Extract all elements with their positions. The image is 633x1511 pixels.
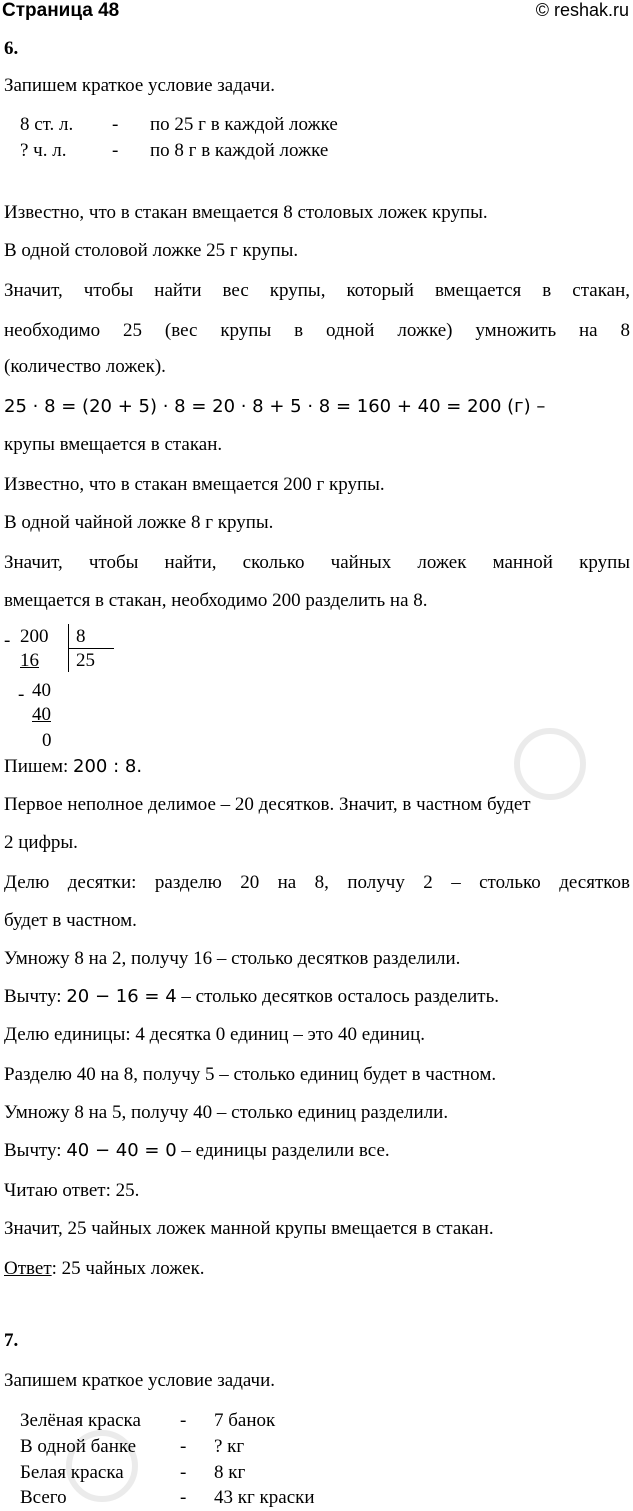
cond-dash: - [112,114,119,135]
cond-left: Белая краска [20,1462,124,1483]
step: Умножу 8 на 5, получу 40 – столько единиц разделили. [4,1102,449,1123]
cond-left: Зелёная краска [20,1410,141,1431]
division-subtrahend: 40 [32,704,51,725]
step-rest: – столько десятков осталось разделить. [181,986,499,1007]
answer [4,1258,205,1280]
page-title: Страница 48 [2,0,120,21]
step: будет в частном. [4,910,137,931]
cond-left: В одной банке [20,1436,137,1457]
task-number: 6. [4,38,19,59]
division-remainder: 0 [42,730,52,751]
cond-dash: - [180,1436,187,1457]
cond-right: по 25 г в каждой ложке [150,114,338,135]
step-label: Вычту: [4,986,62,1007]
watermark-copyright-icon [514,728,586,800]
step: 2 цифры. [4,832,78,853]
paragraph: необходимо 25 (вес крупы в одной ложке) умножить на 8 [4,320,630,341]
paragraph: Известно, что в стакан вмещается 8 столовых ложек крупы. [4,202,488,223]
step: Первое неполное делимое – 20 десятков. Значит, в частном будет [4,794,531,815]
paragraph: В одной столовой ложке 25 г крупы. [4,240,299,261]
step: Делю десятки: разделю 20 на 8, получу 2 – столько десятков [4,872,630,893]
answer-label: Ответ [4,1258,52,1279]
site-credit: © reshak.ru [535,0,629,20]
step: Разделю 40 на 8, получу 5 – столько единиц будет в частном. [4,1064,497,1085]
answer-text: : 25 чайных ложек. [51,1258,205,1279]
division-subtrahend: 16 [20,650,39,671]
cond-dash: - [180,1462,187,1483]
task-number: 7. [4,1330,19,1351]
division-bar [68,648,114,649]
paragraph: Известно, что в стакан вмещается 200 г крупы. [4,474,385,495]
step [4,1140,390,1162]
step: Значит, 25 чайных ложек манной крупы вмещается в стакан. [4,1218,494,1239]
division-dividend: 200 [20,626,49,647]
write-line [4,756,142,778]
write-label: Пишем: [4,756,69,777]
step: Умножу 8 на 2, получу 16 – столько десятков разделили. [4,948,461,969]
paragraph: Значит, чтобы найти, сколько чайных ложек манной крупы [4,552,630,573]
division-remainder: 40 [32,680,51,701]
cond-right: по 8 г в каждой ложке [150,140,329,161]
step-expr: 40 − 40 = 0 [66,1140,177,1161]
paragraph: крупы вмещается в стакан. [4,434,223,455]
write-expr: 200 : 8. [73,756,143,777]
step [4,986,499,1008]
paragraph: вмещается в стакан, необходимо 200 разделить на 8. [4,590,428,611]
step-rest: – единицы разделили все. [181,1140,390,1161]
equation: 25 · 8 = (20 + 5) · 8 = 20 · 8 + 5 · 8 = 160 + 40 = 200 (г) – [4,396,546,417]
page-header [0,0,633,26]
cond-right: 8 кг [214,1462,246,1483]
paragraph: Значит, чтобы найти вес крупы, который вмещается в стакан, [4,280,630,301]
cond-right: 43 кг краски [214,1487,315,1508]
paragraph: В одной чайной ложке 8 г крупы. [4,512,274,533]
cond-left: ? ч. л. [20,140,67,161]
step-label: Вычту: [4,1140,62,1161]
step: Читаю ответ: 25. [4,1180,140,1201]
step-expr: 20 − 16 = 4 [66,986,177,1007]
paragraph: (количество ложек). [4,356,166,377]
cond-dash: - [180,1487,187,1508]
cond-right: ? кг [214,1436,245,1457]
division-minus: - [4,630,11,651]
step: Делю единицы: 4 десятка 0 единиц – это 40 единиц. [4,1024,426,1045]
condition-intro: Запишем краткое условие задачи. [4,1370,276,1391]
condition-intro: Запишем краткое условие задачи. [4,75,276,96]
cond-left: Всего [20,1487,67,1508]
cond-right: 7 банок [214,1410,276,1431]
division-minus: - [18,684,25,705]
division-divisor: 8 [76,626,86,647]
cond-dash: - [112,140,119,161]
cond-left: 8 ст. л. [20,114,74,135]
cond-dash: - [180,1410,187,1431]
division-quotient: 25 [76,650,95,671]
